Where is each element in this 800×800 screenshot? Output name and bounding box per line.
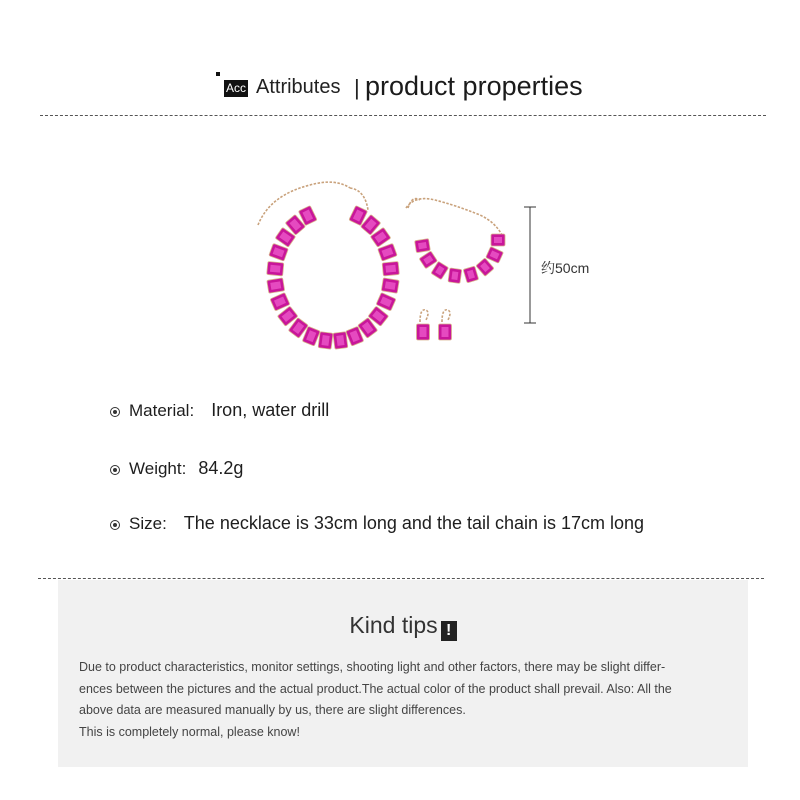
weight-label: Weight:	[129, 459, 187, 478]
gem-stone	[378, 243, 397, 261]
gem-stone	[269, 243, 288, 261]
tips-body	[79, 657, 734, 743]
jewelry-stones	[267, 206, 505, 350]
material-value: Iron, water drill	[211, 400, 330, 420]
bracelet-chain	[408, 199, 420, 208]
bracelet-chain	[406, 199, 502, 235]
gem-stone	[415, 239, 431, 253]
attribute-row-size	[110, 513, 644, 534]
dimension-marker	[524, 207, 536, 323]
header-badge: Acc	[226, 81, 247, 95]
gem-stone	[448, 268, 462, 283]
size-value: The necklace is 33cm long and the tail chain is 17cm long	[183, 513, 645, 533]
attribute-row-weight	[110, 458, 243, 479]
kind-tips-panel	[58, 580, 748, 767]
gem-stone	[463, 266, 479, 283]
gem-stone	[417, 324, 430, 340]
header-dot	[216, 72, 220, 76]
attribute-row-material	[110, 400, 329, 421]
gem-stone	[381, 278, 399, 293]
header-title-large: product properties	[365, 71, 583, 101]
tips-line: above data are measured manually by us, there are slight differences.	[79, 703, 466, 717]
earring-hook	[442, 310, 450, 322]
size-label: Size:	[129, 514, 167, 533]
gem-stone	[318, 332, 333, 350]
tips-line: This is completely normal, please know!	[79, 724, 300, 739]
weight-value: 84.2g	[198, 458, 244, 478]
exclamation-icon: !	[441, 621, 457, 641]
gem-stone	[382, 261, 399, 275]
gem-stone	[491, 234, 505, 246]
gem-stone	[267, 261, 284, 275]
header-separator: |	[354, 75, 360, 100]
tips-title-text: Kind tips	[349, 612, 438, 638]
divider-bottom	[38, 578, 764, 579]
section-header	[0, 70, 800, 110]
gem-stone	[419, 251, 437, 269]
dimension-label: 约50cm	[541, 260, 590, 276]
gem-stone	[333, 332, 348, 350]
bullet-icon	[110, 465, 120, 475]
bullet-icon	[110, 407, 120, 417]
tips-line: Due to product characteristics, monitor settings, shooting light and other factors, there may be slight differ-	[79, 660, 666, 674]
bullet-icon	[110, 520, 120, 530]
gem-stone	[486, 247, 504, 264]
header-title-small: Attributes	[256, 76, 341, 98]
material-label: Material:	[129, 401, 195, 420]
gem-stone	[267, 278, 285, 293]
divider-top	[40, 115, 766, 116]
tips-title	[58, 612, 748, 641]
gem-stone	[439, 324, 452, 340]
gem-stone	[476, 258, 494, 276]
earring-hook	[420, 310, 428, 322]
tips-line: ences between the pictures and the actual product.The actual color of the product shall prevail. Also: All the	[79, 681, 672, 696]
gem-stone	[431, 261, 449, 279]
